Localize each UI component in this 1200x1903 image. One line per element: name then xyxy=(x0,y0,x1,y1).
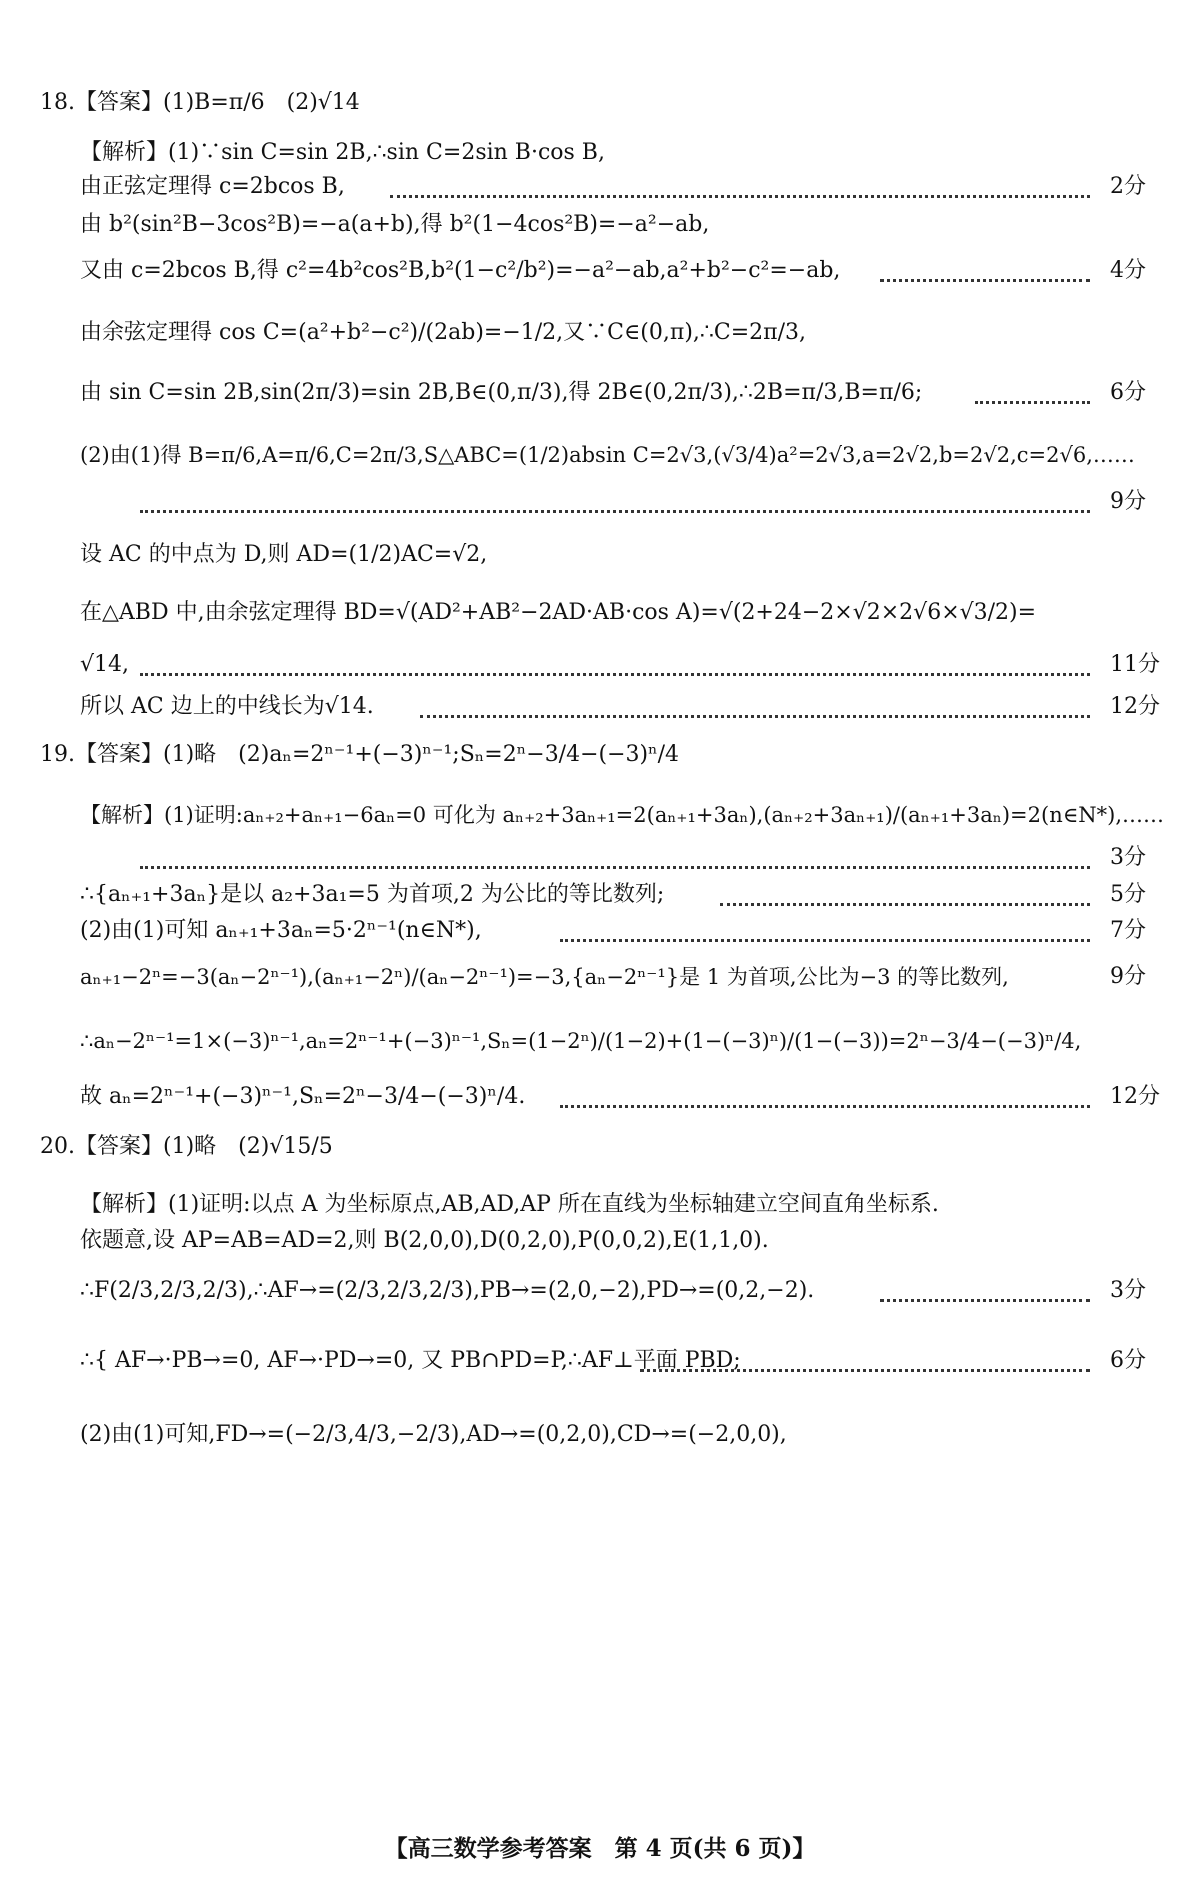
dot-leader xyxy=(420,715,1090,718)
q19-line: aₙ₊₁−2ⁿ=−3(aₙ−2ⁿ⁻¹),(aₙ₊₁−2ⁿ)/(aₙ−2ⁿ⁻¹)=−3,{aₙ−2ⁿ⁻¹}是 1 为首项,公比为−3 的等比数列, xyxy=(80,965,1009,989)
q19-line: (2)由(1)可知 aₙ₊₁+3aₙ=5·2ⁿ⁻¹(n∈N*), xyxy=(80,918,482,943)
dot-leader xyxy=(390,195,1090,198)
q20-line: ∴F(2/3,2/3,2/3),∴AF→=(2/3,2/3,2/3),PB→=(2,0,−2),PD→=(0,2,−2). xyxy=(80,1278,815,1303)
dot-leader xyxy=(880,1299,1090,1302)
q20-score: 6分 xyxy=(1110,1348,1146,1373)
dot-leader xyxy=(140,866,1090,869)
q18-line: 由余弦定理得 cos C=(a²+b²−c²)/(2ab)=−1/2,又∵C∈(0,π),∴C=2π/3, xyxy=(80,320,807,345)
q19-line: ∴{aₙ₊₁+3aₙ}是以 a₂+3a₁=5 为首项,2 为公比的等比数列; xyxy=(80,882,665,907)
page-footer: 【高三数学参考答案 第 4 页(共 6 页)】 xyxy=(384,1835,816,1862)
q18-line: 由 b²(sin²B−3cos²B)=−a(a+b),得 b²(1−4cos²B)=−a²−ab, xyxy=(80,212,710,237)
dot-leader xyxy=(560,939,1090,942)
q18-line: 又由 c=2bcos B,得 c²=4b²cos²B,b²(1−c²/b²)=−a²−ab,a²+b²−c²=−ab, xyxy=(80,258,841,283)
dot-leader xyxy=(560,1105,1090,1108)
q18-line: (2)由(1)得 B=π/6,A=π/6,C=2π/3,S△ABC=(1/2)absin C=2√3,(√3/4)a²=2√3,a=2√2,b=2√2,c=2√6,…… xyxy=(80,443,1135,467)
q18-line: 设 AC 的中点为 D,则 AD=(1/2)AC=√2, xyxy=(80,542,488,567)
q18-score: 9分 xyxy=(1110,489,1146,514)
dot-leader xyxy=(975,401,1090,404)
q18-score: 11分 xyxy=(1110,652,1160,677)
q20-line: 依题意,设 AP=AB=AD=2,则 B(2,0,0),D(0,2,0),P(0,0,2),E(1,1,0). xyxy=(80,1228,769,1253)
q20-score: 3分 xyxy=(1110,1278,1146,1303)
q19-answer: 19.【答案】(1)略 (2)aₙ=2ⁿ⁻¹+(−3)ⁿ⁻¹;Sₙ=2ⁿ−3/4−(−3)ⁿ/4 xyxy=(40,742,680,767)
dot-leader xyxy=(140,673,1090,676)
q19-score: 7分 xyxy=(1110,918,1146,943)
q19-score: 12分 xyxy=(1110,1084,1160,1109)
q20-line: ∴{ AF→·PB→=0, AF→·PD→=0, 又 PB∩PD=P,∴AF⊥平面 PBD; xyxy=(80,1348,741,1373)
q20-line: 【解析】(1)证明:以点 A 为坐标原点,AB,AD,AP 所在直线为坐标轴建立空间直角坐标系. xyxy=(80,1192,939,1217)
q19-score: 3分 xyxy=(1110,845,1146,870)
q18-line: 在△ABD 中,由余弦定理得 BD=√(AD²+AB²−2AD·AB·cos A)=√(2+24−2×√2×2√6×√3/2)= xyxy=(80,600,1037,625)
dot-leader xyxy=(880,279,1090,282)
q19-line: 【解析】(1)证明:aₙ₊₂+aₙ₊₁−6aₙ=0 可化为 aₙ₊₂+3aₙ₊₁=2(aₙ₊₁+3aₙ),(aₙ₊₂+3aₙ₊₁)/(aₙ₊₁+3aₙ)=2(n∈N*),…… xyxy=(80,803,1165,827)
dot-leader xyxy=(640,1369,1090,1372)
q18-score: 6分 xyxy=(1110,380,1146,405)
q19-line: 故 aₙ=2ⁿ⁻¹+(−3)ⁿ⁻¹,Sₙ=2ⁿ−3/4−(−3)ⁿ/4. xyxy=(80,1084,526,1109)
q18-score: 4分 xyxy=(1110,258,1146,283)
q18-score: 12分 xyxy=(1110,694,1160,719)
q20-line: (2)由(1)可知,FD→=(−2/3,4/3,−2/3),AD→=(0,2,0),CD→=(−2,0,0), xyxy=(80,1422,787,1447)
q18-line: 由正弦定理得 c=2bcos B, xyxy=(80,174,345,199)
q18-line: √14, xyxy=(80,652,130,677)
q20-answer: 20.【答案】(1)略 (2)√15/5 xyxy=(40,1134,333,1159)
q18-line: 由 sin C=sin 2B,sin(2π/3)=sin 2B,B∈(0,π/3),得 2B∈(0,2π/3),∴2B=π/3,B=π/6; xyxy=(80,380,923,405)
q19-score: 9分 xyxy=(1110,964,1146,989)
q19-score: 5分 xyxy=(1110,882,1146,907)
q18-score: 2分 xyxy=(1110,174,1146,199)
q18-line: 【解析】(1)∵sin C=sin 2B,∴sin C=2sin B·cos B, xyxy=(80,140,605,165)
q19-line: ∴aₙ−2ⁿ⁻¹=1×(−3)ⁿ⁻¹,aₙ=2ⁿ⁻¹+(−3)ⁿ⁻¹,Sₙ=(1−2ⁿ)/(1−2)+(1−(−3)ⁿ)/(1−(−3))=2ⁿ−3/4−(−3)ⁿ/4, xyxy=(80,1029,1082,1053)
q18-line: 所以 AC 边上的中线长为√14. xyxy=(80,694,374,719)
dot-leader xyxy=(140,510,1090,513)
dot-leader xyxy=(720,903,1090,906)
q18-answer: 18.【答案】(1)B=π/6 (2)√14 xyxy=(40,90,360,115)
